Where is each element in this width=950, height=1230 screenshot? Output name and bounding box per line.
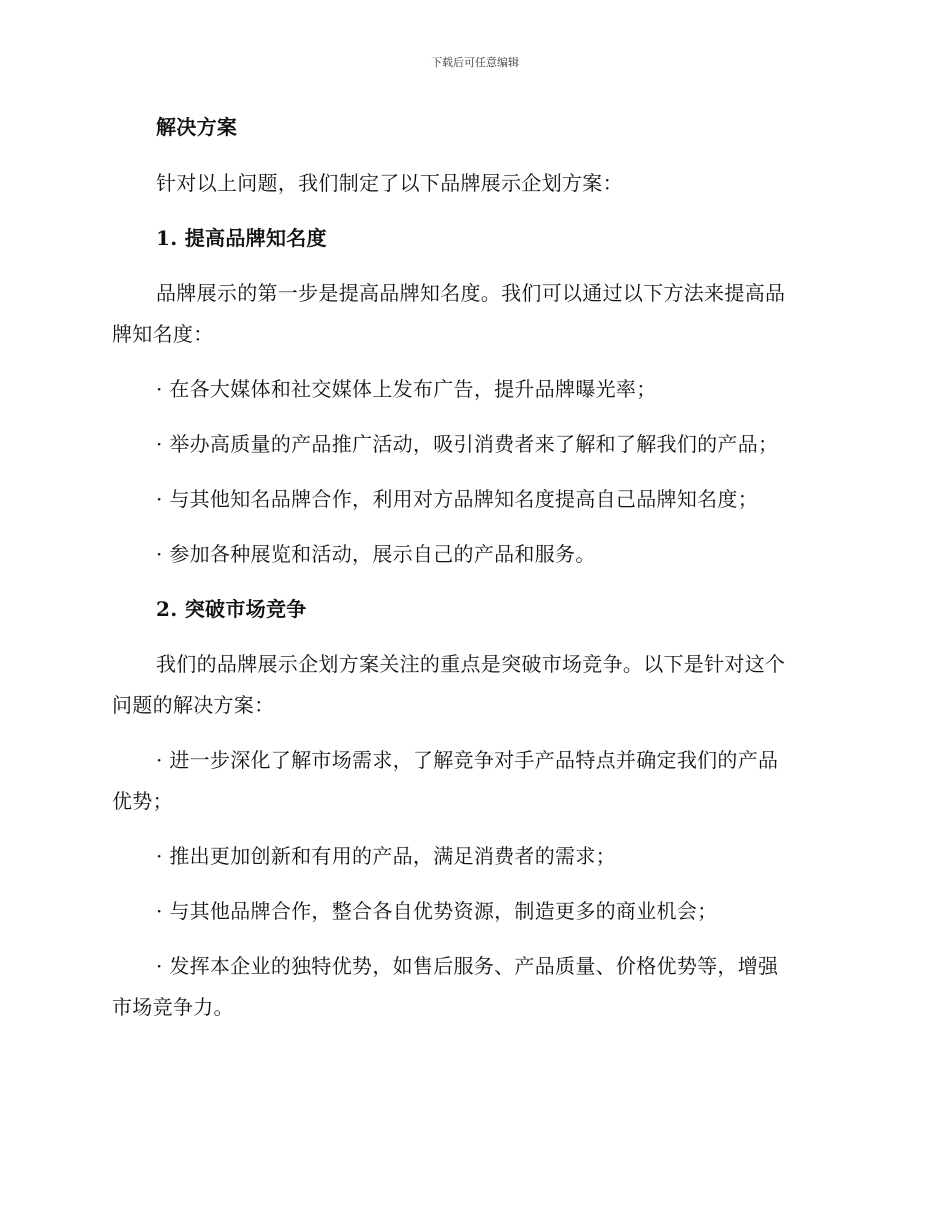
bullet-item: · 举办高质量的产品推广活动，吸引消费者来了解和了解我们的产品； [156, 432, 779, 456]
heading-market-competition: 2. 突破市场竞争 [156, 597, 307, 621]
page-header: 下载后可任意编辑 [431, 56, 519, 69]
bullet-item-continuation: 市场竞争力。 [112, 995, 234, 1019]
heading-brand-awareness: 1. 提高品牌知名度 [156, 226, 327, 250]
bullet-item: · 与其他知名品牌合作，利用对方品牌知名度提高自己品牌知名度； [156, 487, 759, 511]
paragraph-line: 牌知名度： [112, 322, 214, 346]
bullet-item: · 参加各种展览和活动，展示自己的产品和服务。 [156, 542, 596, 566]
bullet-item: · 在各大媒体和社交媒体上发布广告，提升品牌曝光率； [156, 377, 657, 401]
paragraph-line: 品牌展示的第一步是提高品牌知名度。我们可以通过以下方法来提高品 [156, 281, 786, 305]
intro-paragraph: 针对以上问题，我们制定了以下品牌展示企划方案： [156, 171, 623, 195]
bullet-item: · 发挥本企业的独特优势，如售后服务、产品质量、价格优势等，增强 [156, 954, 779, 978]
bullet-item: · 与其他品牌合作，整合各自优势资源，制造更多的商业机会； [156, 899, 718, 923]
bullet-item: · 进一步深化了解市场需求，了解竞争对手产品特点并确定我们的产品 [156, 748, 779, 772]
paragraph-line: 问题的解决方案： [112, 693, 275, 717]
paragraph-line: 我们的品牌展示企划方案关注的重点是突破市场竞争。以下是针对这个 [156, 652, 786, 676]
section-title: 解决方案 [156, 115, 238, 139]
bullet-item: · 推出更加创新和有用的产品，满足消费者的需求； [156, 844, 616, 868]
bullet-item-continuation: 优势； [112, 789, 173, 813]
